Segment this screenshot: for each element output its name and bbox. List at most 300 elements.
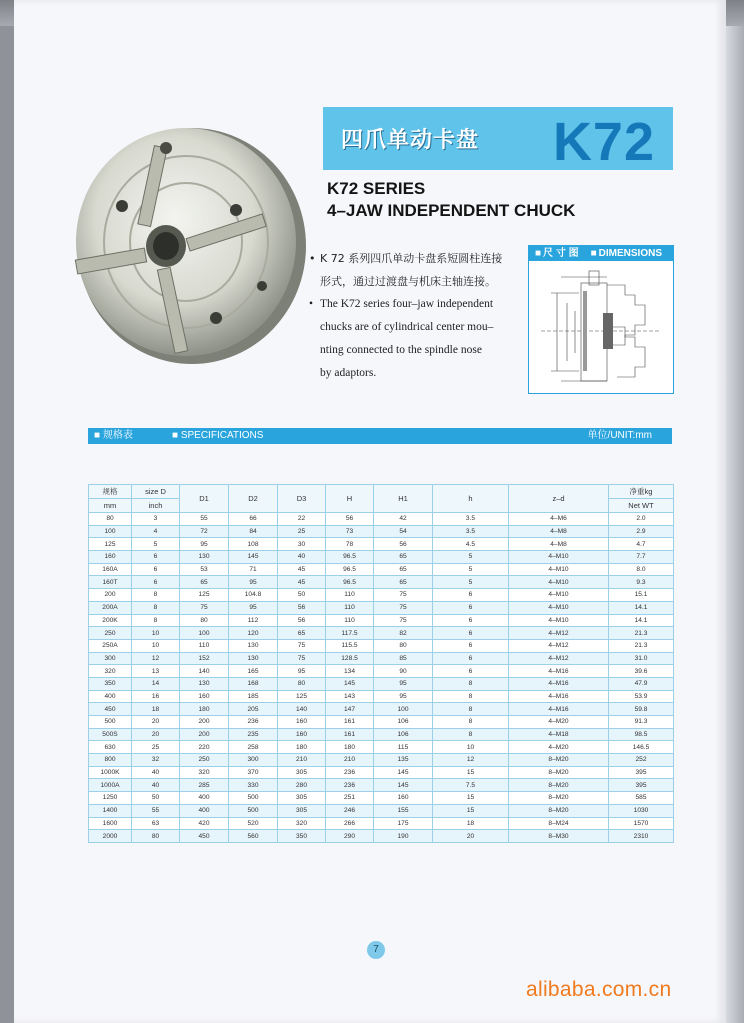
dimensions-box	[528, 245, 674, 394]
series-heading	[327, 178, 575, 222]
header-d2: D2	[229, 485, 278, 513]
table-cell: 280	[278, 779, 326, 792]
table-cell: 630	[89, 741, 132, 754]
table-cell: 108	[229, 538, 278, 551]
table-cell: 4–M20	[509, 741, 609, 754]
desc-en-line-2: chucks are of cylindrical center mou–	[320, 321, 494, 333]
table-cell: 370	[229, 766, 278, 779]
table-cell: 1000K	[89, 766, 132, 779]
table-cell: 500	[229, 792, 278, 805]
table-cell: 3.5	[433, 525, 509, 538]
table-cell: 42	[374, 513, 433, 526]
table-cell: 168	[229, 677, 278, 690]
table-cell: 200K	[89, 614, 132, 627]
table-cell: 65	[374, 576, 433, 589]
desc-cn-line-1: K 72 系列四爪单动卡盘系短圆柱连接	[320, 252, 503, 265]
table-row	[89, 779, 674, 792]
table-cell: 14.1	[609, 614, 674, 627]
table-cell: 6	[433, 627, 509, 640]
table-cell: 4–M16	[509, 677, 609, 690]
table-row	[89, 728, 674, 741]
table-cell: 6	[433, 601, 509, 614]
table-cell: 6	[132, 551, 180, 564]
table-cell: 104.8	[229, 589, 278, 602]
series-line-1: K72 SERIES	[327, 179, 426, 198]
table-cell: 3.5	[433, 513, 509, 526]
table-row	[89, 563, 674, 576]
table-cell: 65	[374, 563, 433, 576]
table-cell: 160	[89, 551, 132, 564]
table-cell: 160	[278, 728, 326, 741]
table-cell: 5	[433, 551, 509, 564]
table-cell: 8–M20	[509, 792, 609, 805]
page-number: 7	[367, 941, 385, 959]
table-cell: 32	[132, 754, 180, 767]
watermark: alibaba.com.cn	[526, 978, 672, 1001]
header-d1: D1	[180, 485, 229, 513]
table-cell: 252	[609, 754, 674, 767]
table-cell: 100	[374, 703, 433, 716]
table-cell: 66	[229, 513, 278, 526]
table-cell: 6	[433, 665, 509, 678]
table-cell: 100	[180, 627, 229, 640]
table-cell: 25	[132, 741, 180, 754]
table-cell: 395	[609, 766, 674, 779]
table-row	[89, 551, 674, 564]
table-cell: 5	[433, 563, 509, 576]
table-cell: 65	[374, 551, 433, 564]
table-cell: 75	[180, 601, 229, 614]
table-row	[89, 665, 674, 678]
table-cell: 4–M18	[509, 728, 609, 741]
header-inch: inch	[132, 499, 180, 513]
table-cell: 400	[89, 690, 132, 703]
header-weight: 净重kg	[609, 485, 674, 499]
table-cell: 25	[278, 525, 326, 538]
header-spec: 规格	[89, 485, 132, 499]
table-cell: 4	[132, 525, 180, 538]
table-cell: 8	[433, 716, 509, 729]
table-cell: 450	[180, 830, 229, 843]
table-cell: 152	[180, 652, 229, 665]
table-cell: 200	[89, 589, 132, 602]
table-cell: 96.5	[326, 563, 374, 576]
table-cell: 1600	[89, 817, 132, 830]
title-chinese: 四爪单动卡盘	[341, 128, 480, 153]
table-cell: 450	[89, 703, 132, 716]
table-cell: 2.9	[609, 525, 674, 538]
table-cell: 8–M24	[509, 817, 609, 830]
square-bullet-icon: ■	[94, 430, 101, 441]
table-cell: 160A	[89, 563, 132, 576]
table-cell: 160	[374, 792, 433, 805]
table-cell: 65	[180, 576, 229, 589]
table-cell: 9.3	[609, 576, 674, 589]
table-row	[89, 690, 674, 703]
table-cell: 6	[433, 589, 509, 602]
table-cell: 130	[229, 639, 278, 652]
table-cell: 6	[132, 563, 180, 576]
table-cell: 80	[278, 677, 326, 690]
table-cell: 115.5	[326, 639, 374, 652]
table-body	[89, 513, 674, 843]
table-cell: 161	[326, 728, 374, 741]
table-cell: 8	[433, 677, 509, 690]
table-cell: 21.3	[609, 639, 674, 652]
table-cell: 115	[374, 741, 433, 754]
header-H: H	[326, 485, 374, 513]
table-cell: 53.9	[609, 690, 674, 703]
table-cell: 145	[374, 779, 433, 792]
table-cell: 117.5	[326, 627, 374, 640]
chuck-product-image	[66, 118, 308, 368]
table-cell: 2.0	[609, 513, 674, 526]
table-row	[89, 754, 674, 767]
table-cell: 110	[326, 614, 374, 627]
table-cell: 20	[433, 830, 509, 843]
table-cell: 160	[180, 690, 229, 703]
table-cell: 165	[229, 665, 278, 678]
table-cell: 4.5	[433, 538, 509, 551]
table-cell: 30	[278, 538, 326, 551]
table-cell: 200	[180, 716, 229, 729]
table-cell: 285	[180, 779, 229, 792]
table-cell: 7.5	[433, 779, 509, 792]
table-cell: 2000	[89, 830, 132, 843]
table-row	[89, 627, 674, 640]
table-cell: 14.1	[609, 601, 674, 614]
table-cell: 800	[89, 754, 132, 767]
table-cell: 5	[132, 538, 180, 551]
table-cell: 160T	[89, 576, 132, 589]
table-cell: 4–M6	[509, 513, 609, 526]
table-cell: 13	[132, 665, 180, 678]
dimensions-label-cn: 尺 寸 图	[543, 248, 579, 259]
table-cell: 18	[433, 817, 509, 830]
header-H1: H1	[374, 485, 433, 513]
table-cell: 290	[326, 830, 374, 843]
table-cell: 65	[278, 627, 326, 640]
table-cell: 22	[278, 513, 326, 526]
table-cell: 106	[374, 716, 433, 729]
table-cell: 6	[433, 614, 509, 627]
table-cell: 125	[180, 589, 229, 602]
series-line-2: 4–JAW INDEPENDENT CHUCK	[327, 201, 576, 220]
table-cell: 125	[89, 538, 132, 551]
table-cell: 1250	[89, 792, 132, 805]
table-cell: 45	[278, 563, 326, 576]
table-cell: 80	[132, 830, 180, 843]
table-cell: 21.3	[609, 627, 674, 640]
table-cell: 180	[278, 741, 326, 754]
table-cell: 56	[278, 601, 326, 614]
table-cell: 4–M10	[509, 589, 609, 602]
table-cell: 75	[374, 601, 433, 614]
table-cell: 236	[326, 779, 374, 792]
table-cell: 15.1	[609, 589, 674, 602]
table-cell: 40	[132, 779, 180, 792]
table-row	[89, 513, 674, 526]
table-cell: 200A	[89, 601, 132, 614]
table-cell: 18	[132, 703, 180, 716]
table-cell: 395	[609, 779, 674, 792]
table-cell: 130	[229, 652, 278, 665]
table-cell: 15	[433, 804, 509, 817]
table-cell: 4–M12	[509, 652, 609, 665]
table-cell: 120	[229, 627, 278, 640]
bullet-icon: •	[309, 252, 316, 265]
table-cell: 7.7	[609, 551, 674, 564]
table-cell: 4–M8	[509, 538, 609, 551]
table-cell: 130	[180, 551, 229, 564]
spec-label-cn-wrap	[94, 428, 133, 444]
table-cell: 85	[374, 652, 433, 665]
table-cell: 145	[229, 551, 278, 564]
table-cell: 54	[374, 525, 433, 538]
table-cell: 266	[326, 817, 374, 830]
table-cell: 250	[180, 754, 229, 767]
dimension-drawing	[531, 263, 671, 391]
table-cell: 235	[229, 728, 278, 741]
table-cell: 250A	[89, 639, 132, 652]
table-cell: 350	[278, 830, 326, 843]
table-row	[89, 614, 674, 627]
model-number: K72	[552, 112, 655, 172]
table-cell: 130	[180, 677, 229, 690]
table-cell: 10	[132, 639, 180, 652]
table-cell: 145	[326, 677, 374, 690]
table-row	[89, 817, 674, 830]
table-cell: 8	[132, 589, 180, 602]
table-cell: 55	[132, 804, 180, 817]
table-cell: 45	[278, 576, 326, 589]
description	[309, 247, 519, 385]
unit-label: 单位/UNIT:mm	[587, 430, 652, 441]
table-row	[89, 792, 674, 805]
table-row	[89, 525, 674, 538]
table-cell: 128.5	[326, 652, 374, 665]
table-cell: 180	[180, 703, 229, 716]
table-cell: 10	[433, 741, 509, 754]
table-cell: 40	[132, 766, 180, 779]
table-cell: 1570	[609, 817, 674, 830]
table-cell: 75	[374, 589, 433, 602]
table-cell: 112	[229, 614, 278, 627]
table-cell: 251	[326, 792, 374, 805]
table-cell: 47.9	[609, 677, 674, 690]
table-cell: 56	[326, 513, 374, 526]
table-cell: 39.6	[609, 665, 674, 678]
table-cell: 110	[180, 639, 229, 652]
table-row	[89, 830, 674, 843]
table-cell: 95	[229, 576, 278, 589]
table-cell: 500	[89, 716, 132, 729]
table-cell: 6	[433, 639, 509, 652]
table-cell: 95	[229, 601, 278, 614]
table-cell: 190	[374, 830, 433, 843]
header-d3: D3	[278, 485, 326, 513]
table-cell: 246	[326, 804, 374, 817]
table-row	[89, 766, 674, 779]
header-zd: z–d	[509, 485, 609, 513]
table-cell: 143	[326, 690, 374, 703]
table-cell: 400	[180, 804, 229, 817]
table-row	[89, 716, 674, 729]
table-cell: 10	[132, 627, 180, 640]
table-cell: 320	[278, 817, 326, 830]
table-cell: 305	[278, 766, 326, 779]
table-cell: 96.5	[326, 551, 374, 564]
table-cell: 4–M10	[509, 614, 609, 627]
table-cell: 236	[229, 716, 278, 729]
table-cell: 125	[278, 690, 326, 703]
square-bullet-icon: ■	[590, 248, 597, 259]
table-cell: 4–M8	[509, 525, 609, 538]
table-cell: 8–M20	[509, 779, 609, 792]
table-cell: 78	[326, 538, 374, 551]
table-cell: 71	[229, 563, 278, 576]
table-cell: 55	[180, 513, 229, 526]
spec-label-en-wrap	[172, 428, 263, 444]
table-cell: 1030	[609, 804, 674, 817]
table-cell: 50	[278, 589, 326, 602]
table-cell: 210	[326, 754, 374, 767]
table-cell: 140	[180, 665, 229, 678]
table-row	[89, 652, 674, 665]
table-cell: 8	[433, 703, 509, 716]
table-cell: 320	[180, 766, 229, 779]
table-cell: 330	[229, 779, 278, 792]
table-cell: 90	[374, 665, 433, 678]
table-cell: 73	[326, 525, 374, 538]
table-cell: 134	[326, 665, 374, 678]
table-row	[89, 741, 674, 754]
table-cell: 16	[132, 690, 180, 703]
table-cell: 72	[180, 525, 229, 538]
table-cell: 63	[132, 817, 180, 830]
table-cell: 15	[433, 792, 509, 805]
table-cell: 180	[326, 741, 374, 754]
table-cell: 15	[433, 766, 509, 779]
table-cell: 4–M10	[509, 576, 609, 589]
desc-en-line-4: by adaptors.	[320, 367, 377, 379]
table-cell: 40	[278, 551, 326, 564]
spec-label-en: SPECIFICATIONS	[180, 430, 264, 441]
table-cell: 20	[132, 728, 180, 741]
table-cell: 300	[229, 754, 278, 767]
table-cell: 585	[609, 792, 674, 805]
table-cell: 59.8	[609, 703, 674, 716]
table-row	[89, 703, 674, 716]
desc-en-line-3: nting connected to the spindle nose	[320, 344, 482, 356]
table-cell: 91.3	[609, 716, 674, 729]
table-cell: 75	[374, 614, 433, 627]
table-cell: 155	[374, 804, 433, 817]
table-cell: 95	[180, 538, 229, 551]
table-cell: 8	[132, 601, 180, 614]
table-cell: 50	[132, 792, 180, 805]
table-cell: 6	[132, 576, 180, 589]
table-cell: 8	[433, 690, 509, 703]
table-row	[89, 639, 674, 652]
bullet-icon: •	[309, 298, 314, 310]
table-cell: 75	[278, 652, 326, 665]
table-cell: 2310	[609, 830, 674, 843]
desc-en-line-1: The K72 series four–jaw independent	[320, 298, 494, 310]
table-cell: 200	[180, 728, 229, 741]
table-cell: 4–M12	[509, 627, 609, 640]
table-cell: 420	[180, 817, 229, 830]
table-cell: 161	[326, 716, 374, 729]
table-cell: 8–M20	[509, 754, 609, 767]
table-cell: 110	[326, 589, 374, 602]
table-cell: 500S	[89, 728, 132, 741]
table-cell: 12	[433, 754, 509, 767]
table-cell: 82	[374, 627, 433, 640]
table-cell: 4–M16	[509, 665, 609, 678]
table-cell: 160	[278, 716, 326, 729]
table-cell: 8–M30	[509, 830, 609, 843]
table-cell: 135	[374, 754, 433, 767]
table-cell: 5	[433, 576, 509, 589]
page-edge	[726, 26, 744, 1023]
table-cell: 8	[433, 728, 509, 741]
table-cell: 31.0	[609, 652, 674, 665]
header-size: size D	[132, 485, 180, 499]
table-cell: 4–M16	[509, 690, 609, 703]
table-header-row	[89, 485, 674, 499]
table-cell: 175	[374, 817, 433, 830]
table-cell: 320	[89, 665, 132, 678]
header-mm: mm	[89, 499, 132, 513]
table-row	[89, 677, 674, 690]
table-cell: 236	[326, 766, 374, 779]
table-cell: 4.7	[609, 538, 674, 551]
header-h: h	[433, 485, 509, 513]
table-cell: 560	[229, 830, 278, 843]
table-cell: 146.5	[609, 741, 674, 754]
table-cell: 520	[229, 817, 278, 830]
square-bullet-icon: ■	[172, 430, 179, 441]
table-cell: 4–M20	[509, 716, 609, 729]
table-cell: 400	[180, 792, 229, 805]
table-cell: 8	[132, 614, 180, 627]
table-cell: 14	[132, 677, 180, 690]
table-cell: 4–M10	[509, 563, 609, 576]
table-cell: 8.0	[609, 563, 674, 576]
table-cell: 140	[278, 703, 326, 716]
table-cell: 6	[433, 652, 509, 665]
table-cell: 210	[278, 754, 326, 767]
table-cell: 8–M20	[509, 766, 609, 779]
dimensions-label-en: DIMENSIONS	[598, 248, 662, 259]
table-cell: 4–M10	[509, 601, 609, 614]
spec-label-cn: 规格表	[102, 430, 133, 441]
table-row	[89, 589, 674, 602]
table-cell: 56	[278, 614, 326, 627]
table-cell: 80	[89, 513, 132, 526]
table-cell: 96.5	[326, 576, 374, 589]
table-cell: 147	[326, 703, 374, 716]
table-cell: 3	[132, 513, 180, 526]
table-cell: 95	[278, 665, 326, 678]
table-cell: 84	[229, 525, 278, 538]
table-row	[89, 576, 674, 589]
title-banner	[323, 107, 673, 170]
table-cell: 100	[89, 525, 132, 538]
table-cell: 80	[374, 639, 433, 652]
table-cell: 12	[132, 652, 180, 665]
